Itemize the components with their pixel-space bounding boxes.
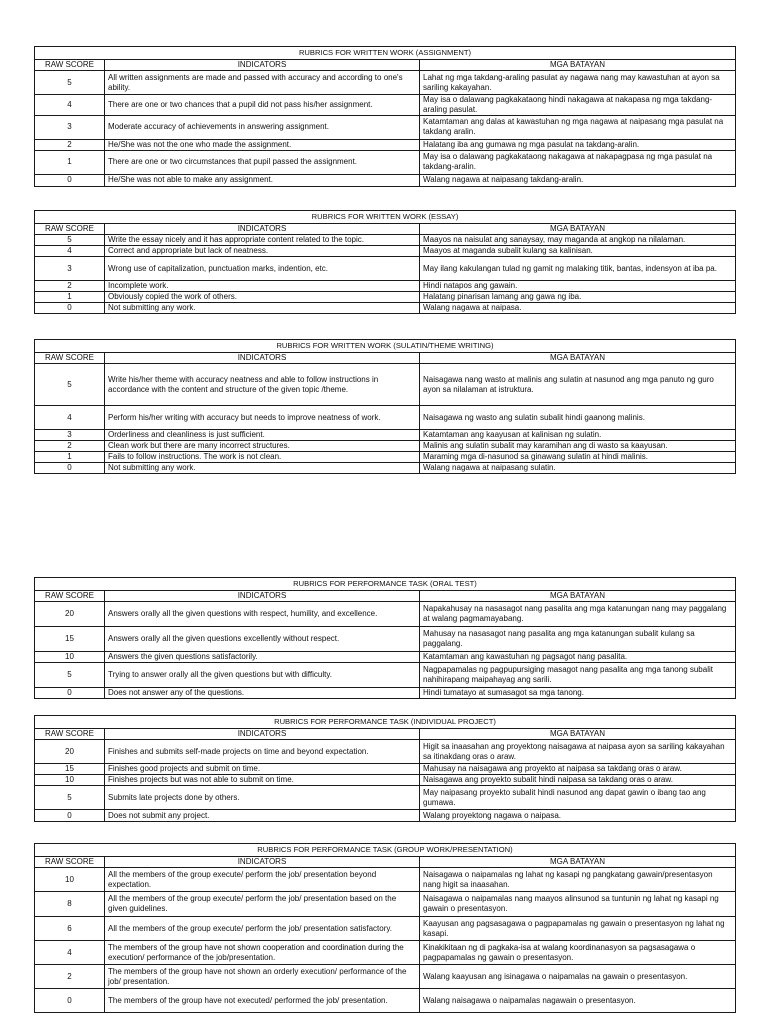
indicator-cell: Moderate accuracy of achievements in answering assignment. [105, 115, 420, 139]
rubric-title: RUBRICS FOR WRITTEN WORK (SULATIN/THEME WRITING) [35, 340, 736, 353]
table-row [35, 989, 736, 1013]
raw-score-cell: 3 [35, 115, 105, 139]
indicator-cell: Write the essay nicely and it has appropriate content related to the topic. [105, 235, 420, 246]
batayan-cell: May ilang kakulangan tulad ng gamit ng malaking titik, bantas, indensyon at iba pa. [420, 257, 736, 281]
table-row [35, 965, 736, 989]
raw-score-cell: 4 [35, 406, 105, 430]
batayan-cell: Nagpapamalas ng pagpupursiging masagot nang pasalita ang mga tanong subalit nahihirapang maipahayag ang sarili. [420, 663, 736, 688]
table-row [35, 292, 736, 303]
table-row [35, 246, 736, 257]
header-raw-score: RAW SCORE [35, 224, 105, 235]
raw-score-cell: 10 [35, 868, 105, 892]
raw-score-cell: 4 [35, 246, 105, 257]
batayan-cell: Mahusay na naisagawa ang proyekto at naipasa sa takdang oras o araw. [420, 764, 736, 775]
batayan-cell: Walang nagawa at naipasa. [420, 303, 736, 314]
header-indicators: INDICATORS [105, 729, 420, 740]
raw-score-cell: 4 [35, 941, 105, 965]
table-row [35, 810, 736, 822]
header-mga-batayan: MGA BATAYAN [420, 857, 736, 868]
indicator-cell: Perform his/her writing with accuracy but needs to improve neatness of work. [105, 406, 420, 430]
batayan-cell: Naisagawa o naipamalas ng lahat ng kasapi ng pangkatang gawain/presentasyon nang higit sa inaasahan. [420, 868, 736, 892]
table-row [35, 281, 736, 292]
raw-score-cell: 5 [35, 364, 105, 406]
indicator-cell: All the members of the group execute/ perform the job/ presentation satisfactory. [105, 917, 420, 941]
table-row [35, 95, 736, 116]
rubric-title: RUBRICS FOR WRITTEN WORK (ESSAY) [35, 211, 736, 224]
table-row [35, 115, 736, 139]
table-row [35, 892, 736, 917]
raw-score-cell: 0 [35, 174, 105, 186]
batayan-cell: Naisagawa ang proyekto subalit hindi naipasa sa takdang oras o araw. [420, 775, 736, 786]
table-row [35, 652, 736, 663]
table-row [35, 688, 736, 699]
batayan-cell: Naisagawa nang wasto at malinis ang sulatin at nasunod ang mga panuto ng guro ayon sa nilalaman at istruktura. [420, 364, 736, 406]
batayan-cell: Maayos na naisulat ang sanaysay, may maganda at angkop na nilalaman. [420, 235, 736, 246]
rubric-title: RUBRICS FOR PERFORMANCE TASK (ORAL TEST) [35, 578, 736, 591]
batayan-cell: May isa o dalawang pagkakataong hindi nakagawa at nakapasa ng mga takdang-araling pasulat. [420, 95, 736, 116]
raw-score-cell: 15 [35, 627, 105, 652]
header-mga-batayan: MGA BATAYAN [420, 60, 736, 71]
raw-score-cell: 0 [35, 303, 105, 314]
indicator-cell: He/She was not the one who made the assignment. [105, 139, 420, 150]
rubric-title: RUBRICS FOR WRITTEN WORK (ASSIGNMENT) [35, 47, 736, 60]
batayan-cell: Lahat ng mga takdang-araling pasulat ay nagawa nang may kawastuhan at ayon sa sariling kakayahan. [420, 71, 736, 95]
table-row [35, 868, 736, 892]
batayan-cell: Walang nagawa at naipasang sulatin. [420, 463, 736, 474]
header-mga-batayan: MGA BATAYAN [420, 591, 736, 602]
indicator-cell: There are one or two circumstances that pupil passed the assignment. [105, 150, 420, 174]
table-row [35, 235, 736, 246]
batayan-cell: Malinis ang sulatin subalit may karamihan ang di wasto sa kaayusan. [420, 441, 736, 452]
table-row [35, 257, 736, 281]
table-row [35, 430, 736, 441]
batayan-cell: Katamtaman ang dalas at kawastuhan ng mga nagawa at naipasang mga pasulat na takdang aralin. [420, 115, 736, 139]
rubric-table-1 [34, 46, 736, 187]
indicator-cell: Incomplete work. [105, 281, 420, 292]
raw-score-cell: 0 [35, 463, 105, 474]
indicator-cell: Trying to answer orally all the given questions but with difficulty. [105, 663, 420, 688]
indicator-cell: Answers the given questions satisfactorily. [105, 652, 420, 663]
indicator-cell: Write his/her theme with accuracy neatness and able to follow instructions in accordance with the content and structure of the given topic /theme. [105, 364, 420, 406]
header-indicators: INDICATORS [105, 60, 420, 71]
table-row [35, 764, 736, 775]
header-raw-score: RAW SCORE [35, 353, 105, 364]
table-row [35, 941, 736, 965]
indicator-cell: Answers orally all the given questions excellently without respect. [105, 627, 420, 652]
rubric-table-5 [34, 715, 736, 822]
table-row [35, 71, 736, 95]
raw-score-cell: 10 [35, 775, 105, 786]
batayan-cell: Hindi tumatayo at sumasagot sa mga tanong. [420, 688, 736, 699]
indicator-cell: Finishes projects but was not able to submit on time. [105, 775, 420, 786]
batayan-cell: Katamtaman ang kawastuhan ng pagsagot nang pasalita. [420, 652, 736, 663]
table-row [35, 174, 736, 186]
header-raw-score: RAW SCORE [35, 857, 105, 868]
batayan-cell: Maraming mga di-nasunod sa ginawang sulatin at hindi malinis. [420, 452, 736, 463]
raw-score-cell: 2 [35, 139, 105, 150]
table-row [35, 150, 736, 174]
indicator-cell: Submits late projects done by others. [105, 786, 420, 810]
table-row [35, 775, 736, 786]
batayan-cell: Halatang pinarisan lamang ang gawa ng iba. [420, 292, 736, 303]
raw-score-cell: 5 [35, 71, 105, 95]
rubric-table-3 [34, 339, 736, 474]
indicator-cell: All the members of the group execute/ perform the job/ presentation based on the given guidelines. [105, 892, 420, 917]
header-indicators: INDICATORS [105, 591, 420, 602]
raw-score-cell: 0 [35, 688, 105, 699]
batayan-cell: Naisagawa o naipamalas nang maayos alinsunod sa tuntunin ng lahat ng kasapi ng gawain o presentasyon. [420, 892, 736, 917]
table-row [35, 627, 736, 652]
raw-score-cell: 8 [35, 892, 105, 917]
header-indicators: INDICATORS [105, 857, 420, 868]
table-row [35, 441, 736, 452]
indicator-cell: All the members of the group execute/ perform the job/ presentation beyond expectation. [105, 868, 420, 892]
indicator-cell: Fails to follow instructions. The work is not clean. [105, 452, 420, 463]
indicator-cell: Finishes and submits self-made projects on time and beyond expectation. [105, 740, 420, 764]
batayan-cell: Napakahusay na nasasagot nang pasalita ang mga katanungan nang may paggalang at walang pagmamayabang. [420, 602, 736, 627]
raw-score-cell: 5 [35, 235, 105, 246]
batayan-cell: May naipasang proyekto subalit hindi nasunod ang dapat gawin o ibang tao ang gumawa. [420, 786, 736, 810]
raw-score-cell: 3 [35, 257, 105, 281]
indicator-cell: All written assignments are made and passed with accuracy and according to one's ability. [105, 71, 420, 95]
indicator-cell: Not submitting any work. [105, 303, 420, 314]
table-row [35, 786, 736, 810]
batayan-cell: Hindi natapos ang gawain. [420, 281, 736, 292]
batayan-cell: May isa o dalawang pagkakataong nakagawa at nakapagpasa ng mga pasulat na takdang-aralin. [420, 150, 736, 174]
table-row [35, 663, 736, 688]
batayan-cell: Higit sa inaasahan ang proyektong naisagawa at naipasa ayon sa sariling kakayahan sa itinakdang oras o araw. [420, 740, 736, 764]
raw-score-cell: 0 [35, 989, 105, 1013]
table-row [35, 303, 736, 314]
table-row [35, 602, 736, 627]
header-mga-batayan: MGA BATAYAN [420, 353, 736, 364]
raw-score-cell: 1 [35, 452, 105, 463]
indicator-cell: The members of the group have not shown cooperation and coordination during the execution/ performance of the job/presentation. [105, 941, 420, 965]
table-row [35, 452, 736, 463]
indicator-cell: Orderliness and cleanliness is just sufficient. [105, 430, 420, 441]
header-indicators: INDICATORS [105, 224, 420, 235]
raw-score-cell: 15 [35, 764, 105, 775]
indicator-cell: Clean work but there are many incorrect structures. [105, 441, 420, 452]
indicator-cell: Answers orally all the given questions with respect, humility, and excellence. [105, 602, 420, 627]
indicator-cell: Correct and appropriate but lack of neatness. [105, 246, 420, 257]
rubric-table-6 [34, 843, 736, 1013]
batayan-cell: Halatang iba ang gumawa ng mga pasulat na takdang-aralin. [420, 139, 736, 150]
batayan-cell: Kaayusan ang pagsasagawa o pagpapamalas ng gawain o presentasyon ng lahat ng kasapi. [420, 917, 736, 941]
indicator-cell: Finishes good projects and submit on time. [105, 764, 420, 775]
table-row [35, 463, 736, 474]
raw-score-cell: 3 [35, 430, 105, 441]
batayan-cell: Walang naisagawa o naipamalas nagawain o presentasyon. [420, 989, 736, 1013]
indicator-cell: The members of the group have not executed/ performed the job/ presentation. [105, 989, 420, 1013]
indicator-cell: He/She was not able to make any assignment. [105, 174, 420, 186]
batayan-cell: Walang nagawa at naipasang takdang-aralin. [420, 174, 736, 186]
batayan-cell: Katamtaman ang kaayusan at kalinisan ng sulatin. [420, 430, 736, 441]
table-row [35, 917, 736, 941]
raw-score-cell: 5 [35, 663, 105, 688]
indicator-cell: There are one or two chances that a pupil did not pass his/her assignment. [105, 95, 420, 116]
raw-score-cell: 0 [35, 810, 105, 822]
rubric-table-2 [34, 210, 736, 314]
table-row [35, 364, 736, 406]
rubric-table-4 [34, 577, 736, 699]
raw-score-cell: 20 [35, 602, 105, 627]
table-row [35, 740, 736, 764]
batayan-cell: Walang kaayusan ang isinagawa o naipamalas na gawain o presentasyon. [420, 965, 736, 989]
header-mga-batayan: MGA BATAYAN [420, 729, 736, 740]
header-raw-score: RAW SCORE [35, 60, 105, 71]
batayan-cell: Mahusay na nasasagot nang pasalita ang mga katanungan subalit kulang sa paggalang. [420, 627, 736, 652]
header-indicators: INDICATORS [105, 353, 420, 364]
rubric-title: RUBRICS FOR PERFORMANCE TASK (INDIVIDUAL PROJECT) [35, 716, 736, 729]
indicator-cell: The members of the group have not shown an orderly execution/ performance of the job/ presentation. [105, 965, 420, 989]
raw-score-cell: 20 [35, 740, 105, 764]
indicator-cell: Obviously copied the work of others. [105, 292, 420, 303]
raw-score-cell: 2 [35, 441, 105, 452]
raw-score-cell: 1 [35, 150, 105, 174]
raw-score-cell: 5 [35, 786, 105, 810]
raw-score-cell: 4 [35, 95, 105, 116]
header-raw-score: RAW SCORE [35, 729, 105, 740]
indicator-cell: Not submitting any work. [105, 463, 420, 474]
header-mga-batayan: MGA BATAYAN [420, 224, 736, 235]
rubric-title: RUBRICS FOR PERFORMANCE TASK (GROUP WORK/PRESENTATION) [35, 844, 736, 857]
indicator-cell: Does not answer any of the questions. [105, 688, 420, 699]
batayan-cell: Maayos at maganda subalit kulang sa kalinisan. [420, 246, 736, 257]
table-row [35, 406, 736, 430]
batayan-cell: Walang proyektong nagawa o naipasa. [420, 810, 736, 822]
raw-score-cell: 2 [35, 965, 105, 989]
raw-score-cell: 2 [35, 281, 105, 292]
batayan-cell: Kinakikitaan ng di pagkaka-isa at walang koordinanasyon sa pagsasagawa o pagpapamalas ng gawain o presentasyon. [420, 941, 736, 965]
raw-score-cell: 6 [35, 917, 105, 941]
raw-score-cell: 1 [35, 292, 105, 303]
indicator-cell: Does not submit any project. [105, 810, 420, 822]
header-raw-score: RAW SCORE [35, 591, 105, 602]
indicator-cell: Wrong use of capitalization, punctuation marks, indention, etc. [105, 257, 420, 281]
table-row [35, 139, 736, 150]
batayan-cell: Naisagawa ng wasto ang sulatin subalit hindi gaanong malinis. [420, 406, 736, 430]
raw-score-cell: 10 [35, 652, 105, 663]
